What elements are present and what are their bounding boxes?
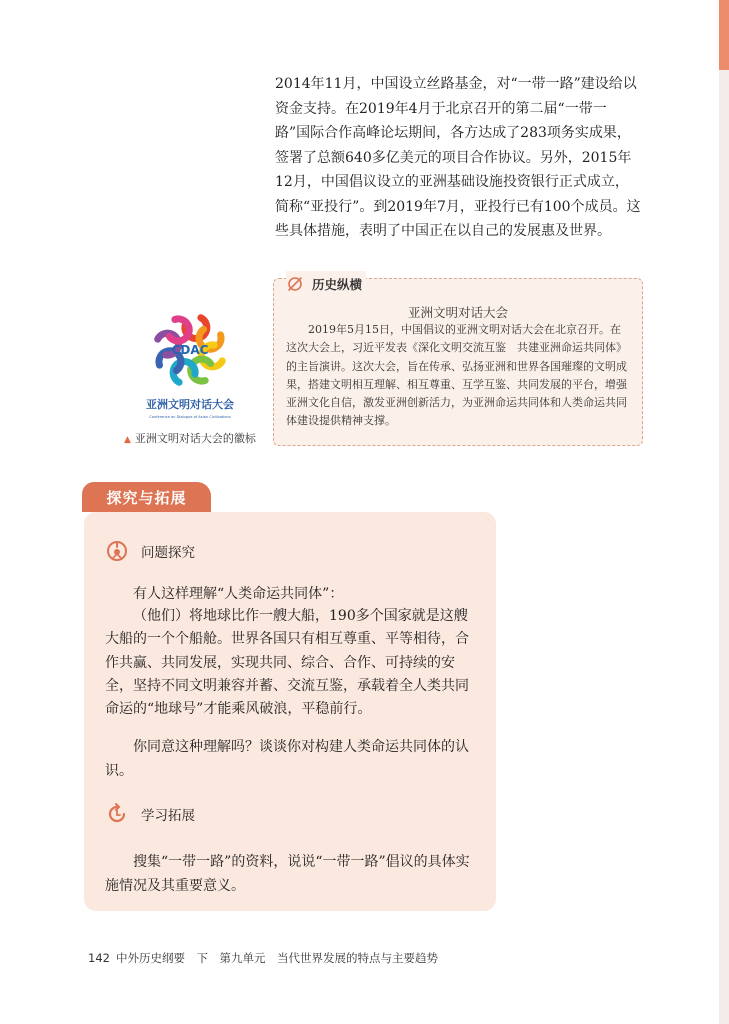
footer-text: 中外历史纲要 下 第九单元 当代世界发展的特点与主要趋势 bbox=[115, 951, 438, 965]
study-section-label: 学习拓展 bbox=[141, 808, 195, 824]
sidebar-heading-label: 历史纵横 bbox=[312, 277, 363, 292]
question-intro: 有人这样理解“人类命运共同体”： bbox=[133, 586, 344, 602]
sidebar-title: 亚洲文明对话大会 bbox=[407, 305, 508, 320]
triangle-icon: ▲ bbox=[124, 435, 131, 445]
page-edge-tab bbox=[719, 0, 729, 70]
sidebar-text: 2019年5月15日，中国倡议的亚洲文明对话大会在北京召开。在这次大会上，习近平发表《深化文明交流互鉴 共建亚洲命运共同体》的主旨演讲。这次大会，旨在传承、弘扬亚洲和世界各国璀璨的文明成果，搭建文明相互理解、相互尊重、互学互鉴、共同发展的平台，增强亚洲文化自信，激发亚洲创新活力，为亚洲命运共同体和人类命运共同体建设提供精神支撑。 bbox=[286, 323, 627, 428]
logo-name-en: Conference on Dialogue of Asian Civilizations bbox=[149, 415, 231, 419]
explore-header-label: 探究与拓展 bbox=[106, 488, 187, 507]
question-section-label: 问题探究 bbox=[141, 545, 195, 561]
page-edge-strip bbox=[719, 0, 729, 1024]
question-icon bbox=[105, 539, 129, 563]
logo-petal bbox=[169, 319, 189, 341]
swirl-icon bbox=[286, 275, 304, 293]
sidebar-heading bbox=[286, 271, 366, 297]
sidebar-box bbox=[273, 278, 643, 446]
logo-caption-text: 亚洲文明对话大会的徽标 bbox=[134, 432, 256, 445]
question-text: 你同意这种理解吗？谈谈你对构建人类命运共同体的认识。 bbox=[105, 739, 469, 779]
main-paragraph: 2014年11月，中国设立丝路基金，对“一带一路”建设给以资金支持。在2019年4月于北京召开的第二届“一带一路”国际合作高峰论坛期间，各方达成了283项务实成果，签署了总额640多亿美元的项目合作协议。另外，2015年12月，中国倡议设立的亚洲基础设施投资银行正式成立，简称“亚投行”。到2019年7月，亚投行已有100个成员。这些具体措施，表明了中国正在以自己的发展惠及世界。 bbox=[275, 76, 641, 239]
study-section-title bbox=[105, 802, 195, 826]
explore-header bbox=[82, 482, 211, 512]
page-footer bbox=[88, 950, 438, 966]
refresh-icon bbox=[105, 802, 129, 826]
logo-acronym: CDAC bbox=[171, 343, 209, 357]
page-number: 142 bbox=[88, 951, 110, 965]
question-section-title bbox=[105, 539, 195, 563]
cdac-logo bbox=[138, 298, 242, 423]
quote-text: （他们）将地球比作一艘大船，190多个国家就是这艘大船的一个个船舱。世界各国只有相互尊重、平等相待，合作共赢、共同发展，实现共同、综合、合作、可持续的安全，坚持不同文明兼容并蓄、交流互鉴，承载着全人类共同命运的“地球号”才能乘风破浪，平稳前行。 bbox=[105, 608, 469, 718]
study-text: 搜集“一带一路”的资料，说说“一带一路”倡议的具体实施情况及其重要意义。 bbox=[105, 854, 470, 894]
logo-name: 亚洲文明对话大会 bbox=[146, 398, 234, 411]
logo-caption bbox=[124, 430, 256, 446]
